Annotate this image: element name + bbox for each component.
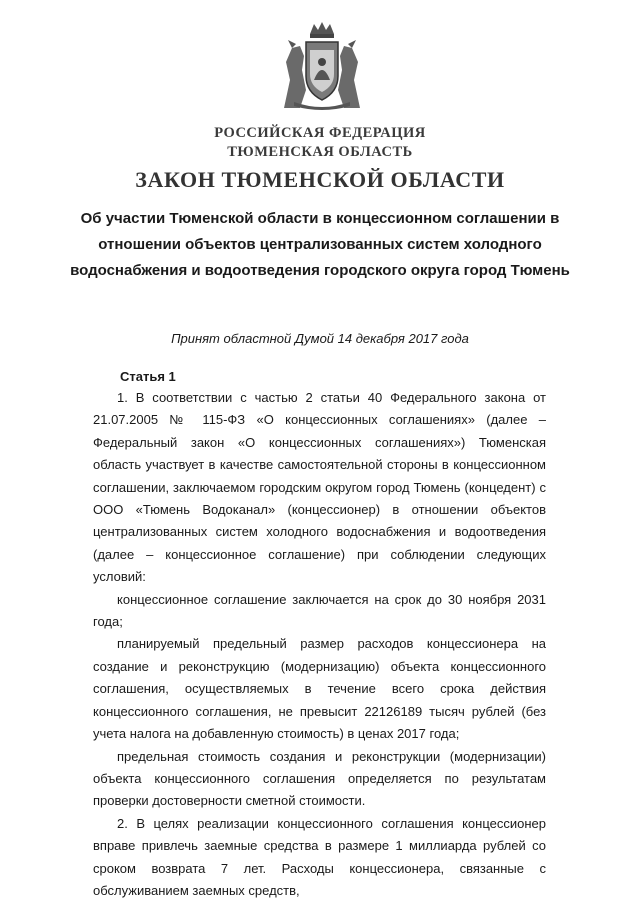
paragraph: 1. В соответствии с частью 2 статьи 40 Федерального закона от 21.07.2005 № 115-ФЗ «О концессионных соглашениях» (далее – Федеральный закон «О концессионных соглашениях») Тюменская область участвует в качестве самостоятельной стороны в концессионном соглашении, заключаемом городским округом город Тюмень (концедент) с ООО «Тюмень Водоканал» (концессионер) в отношении объектов централизованных систем холодного водоснабжения и водоотведения (далее – концессионное соглашение) при соблюдении следующих условий: [93, 390, 546, 585]
federation-name: РОССИЙСКАЯ ФЕДЕРАЦИЯ [214, 125, 426, 141]
paragraph: предельная стоимость создания и реконструкции (модернизации) объекта концессионного соглашения определяется по результатам проверки достоверности сметной стоимости. [93, 748, 546, 809]
document-type: ЗАКОН ТЮМЕНСКОЙ ОБЛАСТИ [135, 167, 505, 192]
region-name: ТЮМЕНСКАЯ ОБЛАСТЬ [227, 144, 413, 160]
law-title: Об участии Тюменской области в концессионном соглашении в отношении объектов централизованных систем холодного водоснабжения и водоотведения городского округа город Тюмень [70, 210, 570, 279]
paragraph: концессионное соглашение заключается на срок до 30 ноября 2031 года; [93, 591, 546, 630]
coat-of-arms-icon [280, 20, 364, 110]
article-body [93, 387, 546, 902]
paragraph: планируемый предельный размер расходов концессионера на создание и реконструкцию (модернизацию) объекта концессионного соглашения, осуществляемых в течение всего срока действия концессионного соглашения, не превысит 22126189 тысяч рублей (без учета налога на добавленную стоимость) в ценах 2017 года; [93, 636, 546, 742]
adoption-note: Принят областной Думой 14 декабря 2017 года [171, 331, 469, 346]
article-heading: Статья 1 [120, 369, 176, 384]
paragraph: 2. В целях реализации концессионного соглашения концессионер вправе привлечь заемные средства в размере 1 миллиарда рублей со сроком возврата 7 лет. Расходы концессионера, связанные с обслуживанием заемных средств, [93, 815, 546, 898]
